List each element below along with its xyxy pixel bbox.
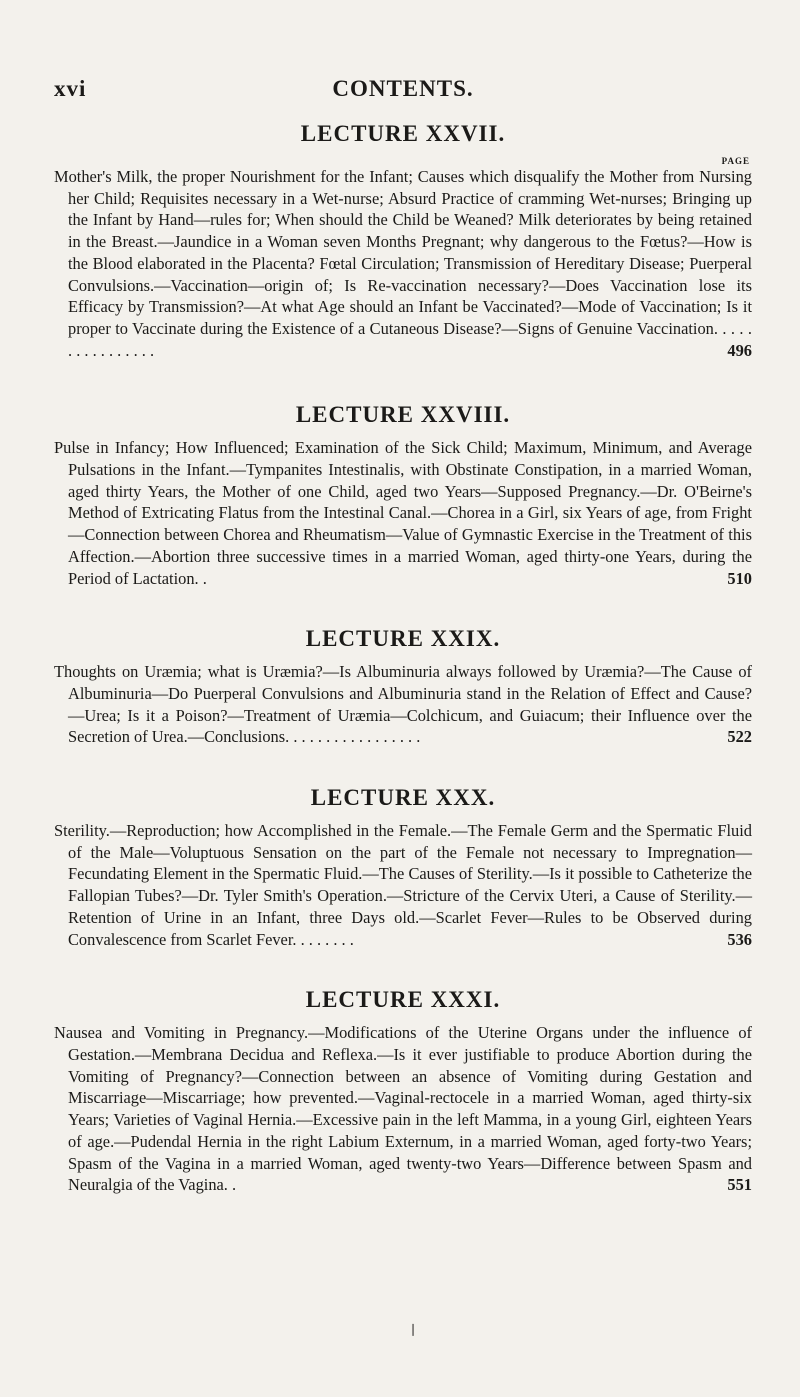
lecture-text: Thoughts on Uræmia; what is Uræmia?—Is Albuminuria always followed by Uræmia?—The Cause of Albuminuria—Do Puerperal Convulsions and Albuminuria stand in the Relation of Effect and Cause?—Urea; Is it a Poison?—Treatment of Uræmia—Colchicum, and Guiacum; their Influence over the Secretion of Urea.—Conclusions. . . . . . . . . . . . . . . . .	[54, 662, 752, 747]
lecture-entry	[54, 116, 752, 361]
lecture-text: Sterility.—Reproduction; how Accomplished in the Female.—The Female Germ and the Spermatic Fluid of the Male—Voluptuous Sensation on the part of the Female not necessary to Impregnation—Fecundating Element in the Spermatic Fluid.—The Causes of Sterility.—Is it possible to Catheterize the Fallopian Tubes?—Dr. Tyler Smith's Operation.—Stricture of the Cervix Uteri, a Cause of Sterility.—Retention of Urine in an Infant, three Days old.—Scarlet Fever—Rules to be Observed during Convalescence from Scarlet Fever. . . . . . . .	[54, 821, 752, 949]
page-number: 551	[727, 1175, 752, 1195]
spacer	[54, 748, 752, 780]
page-number: 510	[727, 568, 752, 588]
lecture-heading: LECTURE XXVIII.	[295, 402, 511, 428]
lecture-summary	[54, 661, 752, 748]
spacer	[54, 361, 752, 397]
page-column-label: PAGE	[721, 156, 750, 166]
lecture-heading: LECTURE XXVII.	[300, 121, 506, 146]
page-number: 522	[727, 727, 752, 747]
lecture-summary	[54, 1022, 752, 1196]
contents-body	[54, 116, 752, 1196]
spacer	[54, 589, 752, 621]
lecture-heading: LECTURE XXIX.	[305, 626, 501, 652]
page-folio: xvi	[54, 76, 87, 101]
running-head	[54, 76, 752, 106]
lecture-entry	[54, 982, 752, 1196]
ink-speck: ❘	[408, 1322, 419, 1336]
page-number: 496	[727, 340, 752, 360]
lecture-heading: LECTURE XXXI.	[305, 987, 501, 1013]
lecture-entry	[54, 621, 752, 748]
lecture-summary	[54, 437, 752, 589]
lecture-entry	[54, 780, 752, 950]
lecture-text: Nausea and Vomiting in Pregnancy.—Modifications of the Uterine Organs under the influence of Gestation.—Membrana Decidua and Reflexa.—Is it ever justifiable to produce Abortion during the Vomiting of Pregnancy?—Connection between an absence of Vomiting during Gestation and Miscarriage—Miscarriage; how prevented.—Vaginal-rectocele in a married Woman, aged thirty-six Years; Varieties of Vaginal Hernia.—Excessive pain in the left Mamma, in a young Girl, eighteen Years of age.—Pudendal Hernia in the right Labium Externum, in a married Woman, aged forty-two Years; Spasm of the Vagina in a married Woman, aged twenty-two Years—Difference between Spasm and Neuralgia of the Vagina. .	[54, 1023, 752, 1195]
lecture-entry	[54, 397, 752, 589]
lecture-text: Pulse in Infancy; How Influenced; Examination of the Sick Child; Maximum, Minimum, and Average Pulsations in the Infant.—Tympanites Intestinalis, with Obstinate Constipation, in a married Woman, aged thirty Years, the Mother of one Child, aged two Years—Supposed Pregnancy.—Dr. O'Beirne's Method of Extricating Flatus from the Intestinal Canal.—Chorea in a Girl, six Years of age, from Fright—Connection between Chorea and Rheumatism—Value of Gymnastic Exercise in the Treatment of this Affection.—Abortion three successive times in a married Woman, aged thirty-one Years, during the Period of Lactation. .	[54, 438, 752, 588]
lecture-summary	[54, 166, 752, 361]
page-number: 536	[727, 929, 752, 949]
running-title: CONTENTS.	[332, 76, 474, 101]
lecture-summary	[54, 820, 752, 950]
spacer	[54, 950, 752, 982]
lecture-text: Mother's Milk, the proper Nourishment for the Infant; Causes which disqualify the Mother from Nursing her Child; Requisites necessary in a Wet-nurse; Absurd Practice of cramming Wet-nurses; Bringing up the Infant by Hand—rules for; When should the Child be Weaned? Milk deteriorates by being retained in the Breast.—Jaundice in a Woman seven Months Pregnant; why dangerous to the Fœtus?—How is the Blood elaborated in the Placenta? Fœtal Circulation; Transmission of Hereditary Disease; Puerperal Convulsions.—Vaccination—origin of; Is Re-vaccination necessary?—Does Vaccination lose its Efficacy by Transmission?—At what Age should an Infant be Vaccinated?—Mode of Vaccination; Is it proper to Vaccinate during the Existence of a Cutaneous Disease?—Signs of Genuine Vaccination. . . . . . . . . . . . . . . .	[54, 167, 752, 360]
lecture-heading: LECTURE XXX.	[310, 785, 496, 811]
